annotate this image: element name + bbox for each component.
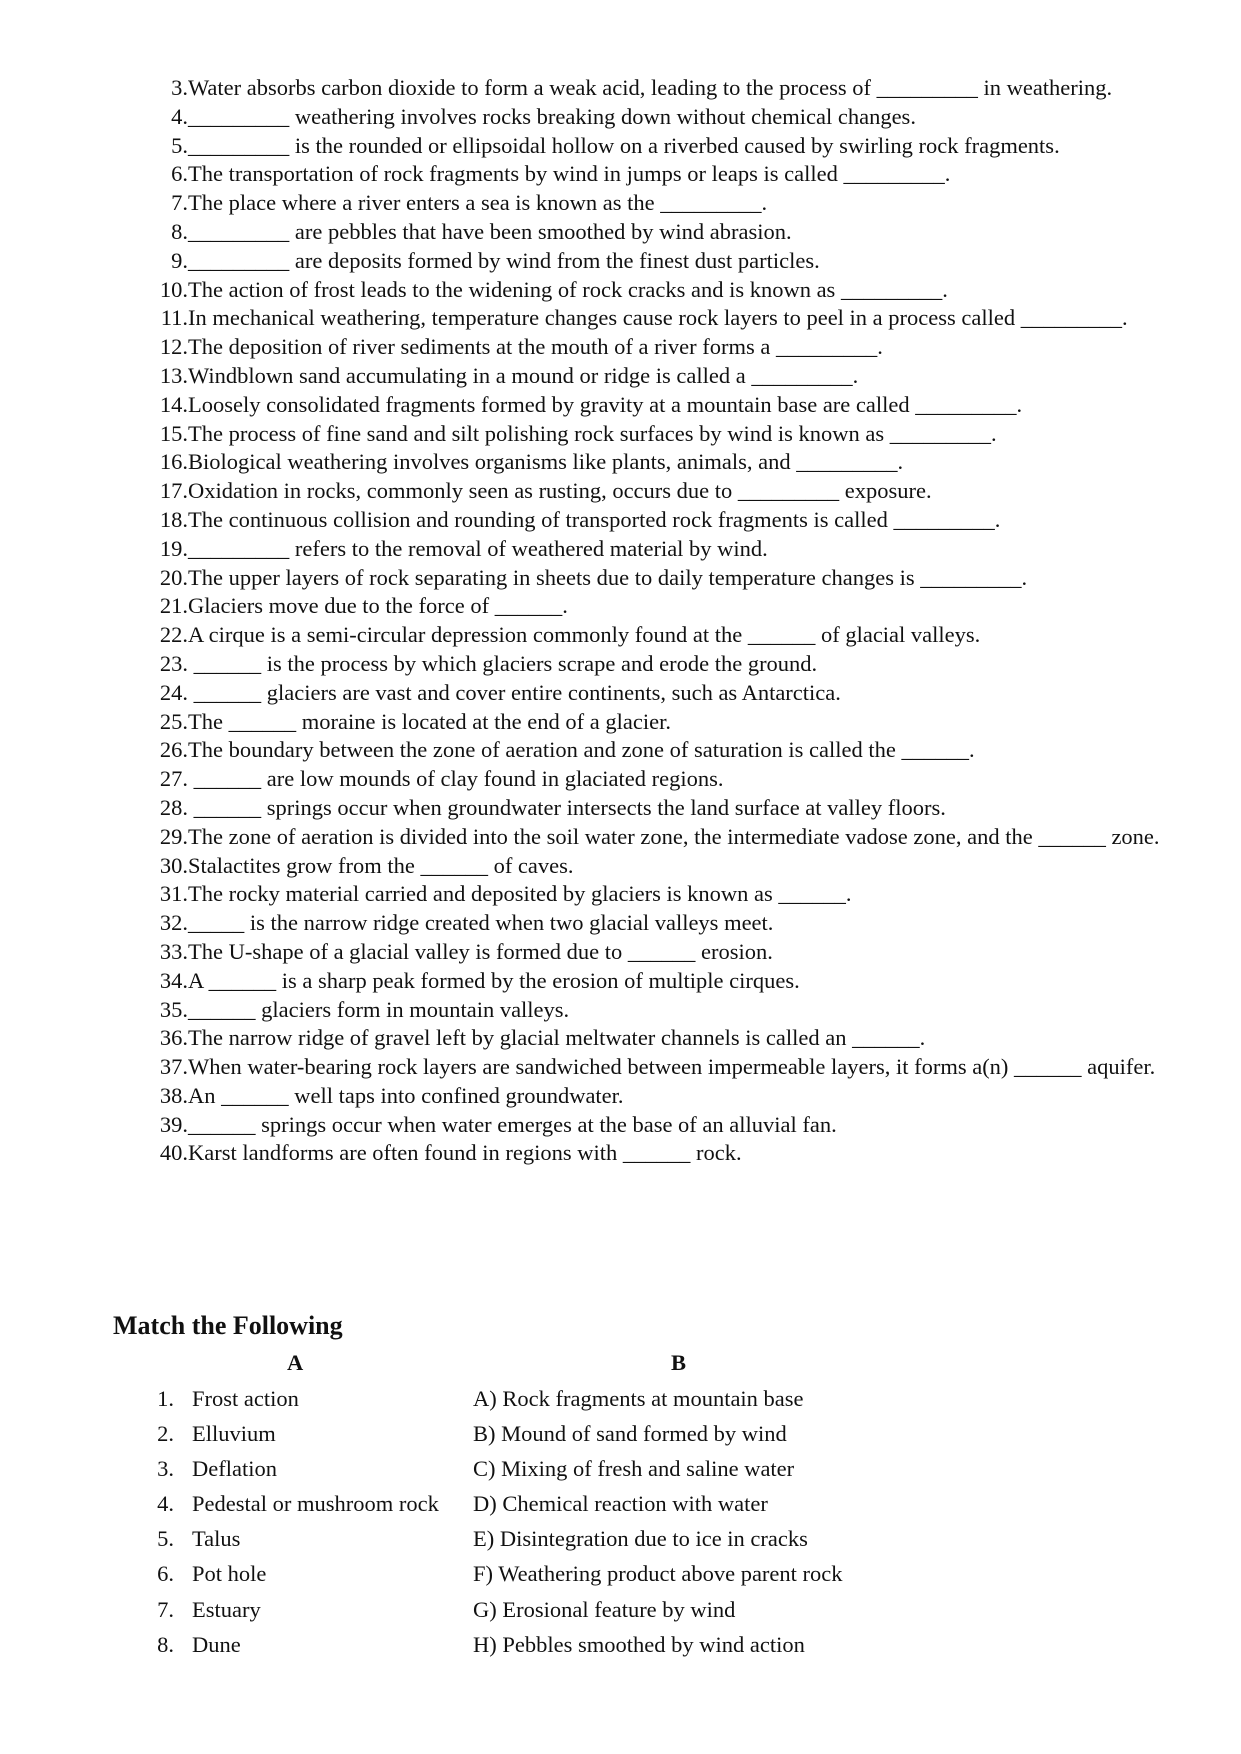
question-number: 22. xyxy=(159,622,188,648)
match-section-heading: Match the Following xyxy=(113,1311,343,1340)
question-number: 35. xyxy=(159,996,188,1022)
question-text: The zone of aeration is divided into the soil water zone, the intermediate vadose zone, and the ______ zone. xyxy=(188,823,1160,849)
question-text: _________ refers to the removal of weathered material by wind. xyxy=(188,535,768,561)
question-text: When water-bearing rock layers are sandwiched between impermeable layers, it forms a(n) ______ aquifer. xyxy=(188,1054,1156,1080)
question-item xyxy=(150,1053,1170,1082)
question-item xyxy=(150,909,1170,938)
match-definition: H) Pebbles smoothed by wind action xyxy=(473,1631,805,1657)
match-term: Deflation xyxy=(192,1456,277,1482)
question-item xyxy=(150,1139,1170,1168)
question-item xyxy=(150,794,1170,823)
question-text: The upper layers of rock separating in sheets due to daily temperature changes is _________. xyxy=(188,564,1028,590)
question-text: In mechanical weathering, temperature changes cause rock layers to peel in a process called _________. xyxy=(188,305,1128,331)
question-text: Biological weathering involves organisms like plants, animals, and _________. xyxy=(188,449,904,475)
question-item xyxy=(150,189,1170,218)
question-number: 17. xyxy=(159,478,188,504)
question-number: 9. xyxy=(171,247,188,273)
question-item xyxy=(150,333,1170,362)
question-number: 21. xyxy=(159,593,188,619)
match-definition: F) Weathering product above parent rock xyxy=(473,1561,843,1587)
question-text: The place where a river enters a sea is known as the _________. xyxy=(188,190,768,216)
question-text: Stalactites grow from the ______ of caves. xyxy=(188,852,574,878)
match-number: 8. xyxy=(157,1631,174,1657)
question-text: The continuous collision and rounding of transported rock fragments is called _________. xyxy=(188,506,1001,532)
question-text: ______ glaciers are vast and cover entire continents, such as Antarctica. xyxy=(188,679,841,705)
question-item xyxy=(150,535,1170,564)
question-text: _________ are deposits formed by wind from the finest dust particles. xyxy=(188,247,820,273)
question-number: 32. xyxy=(159,910,188,936)
question-item xyxy=(150,708,1170,737)
question-number: 13. xyxy=(159,362,188,388)
question-number: 39. xyxy=(159,1111,188,1137)
question-text: A ______ is a sharp peak formed by the erosion of multiple cirques. xyxy=(188,967,800,993)
match-number: 2. xyxy=(157,1421,174,1447)
question-number: 23. xyxy=(159,650,188,676)
question-item xyxy=(150,74,1170,103)
match-definition: C) Mixing of fresh and saline water xyxy=(473,1456,795,1482)
match-term: Pot hole xyxy=(192,1561,267,1587)
question-item xyxy=(150,996,1170,1025)
match-term: Dune xyxy=(192,1631,241,1657)
question-item xyxy=(150,938,1170,967)
column-a-header: A xyxy=(287,1350,304,1375)
question-text: _________ is the rounded or ellipsoidal hollow on a riverbed caused by swirling rock fragments. xyxy=(188,132,1060,158)
question-number: 34. xyxy=(159,967,188,993)
match-definition: A) Rock fragments at mountain base xyxy=(473,1386,804,1411)
question-item xyxy=(150,362,1170,391)
question-item xyxy=(150,621,1170,650)
match-number: 1. xyxy=(157,1386,174,1411)
match-definition: G) Erosional feature by wind xyxy=(473,1596,736,1622)
match-term: Talus xyxy=(192,1526,241,1552)
match-definition: B) Mound of sand formed by wind xyxy=(473,1421,787,1447)
question-item xyxy=(150,391,1170,420)
question-item xyxy=(150,967,1170,996)
question-text: ______ springs occur when water emerges at the base of an alluvial fan. xyxy=(188,1111,837,1137)
question-number: 38. xyxy=(159,1082,188,1108)
question-item xyxy=(150,276,1170,305)
question-item xyxy=(150,448,1170,477)
question-number: 28. xyxy=(159,794,188,820)
question-text: The action of frost leads to the widening of rock cracks and is known as _________. xyxy=(188,276,948,302)
match-definition: D) Chemical reaction with water xyxy=(473,1491,768,1517)
question-number: 11. xyxy=(160,305,188,331)
question-text: The U-shape of a glacial valley is formed due to ______ erosion. xyxy=(188,938,773,964)
question-text: Glaciers move due to the force of ______. xyxy=(188,593,568,619)
question-text: Oxidation in rocks, commonly seen as rusting, occurs due to _________ exposure. xyxy=(188,478,932,504)
match-number: 3. xyxy=(157,1456,174,1482)
question-text: Loosely consolidated fragments formed by gravity at a mountain base are called _________. xyxy=(188,391,1023,417)
question-number: 19. xyxy=(159,535,188,561)
question-text: Karst landforms are often found in regions with ______ rock. xyxy=(188,1140,742,1166)
question-number: 25. xyxy=(159,708,188,734)
question-item xyxy=(150,420,1170,449)
question-number: 14. xyxy=(159,391,188,417)
column-b-header: B xyxy=(671,1350,687,1375)
question-number: 31. xyxy=(159,881,188,907)
question-item xyxy=(150,592,1170,621)
match-number: 4. xyxy=(157,1491,174,1517)
question-item xyxy=(150,650,1170,679)
question-number: 24. xyxy=(159,679,188,705)
question-item xyxy=(150,679,1170,708)
question-text: Water absorbs carbon dioxide to form a weak acid, leading to the process of _________ in weathering. xyxy=(188,75,1113,100)
question-number: 26. xyxy=(159,737,188,763)
question-item xyxy=(150,218,1170,247)
match-number: 7. xyxy=(157,1596,174,1622)
question-text: The ______ moraine is located at the end of a glacier. xyxy=(188,708,671,734)
question-text: The deposition of river sediments at the mouth of a river forms a _________. xyxy=(188,334,883,360)
question-text: _________ are pebbles that have been smoothed by wind abrasion. xyxy=(188,218,792,244)
match-term: Estuary xyxy=(192,1596,261,1622)
question-number: 33. xyxy=(159,938,188,964)
question-number: 8. xyxy=(171,218,188,244)
match-number: 5. xyxy=(157,1526,174,1552)
match-term: Elluvium xyxy=(192,1421,276,1447)
question-number: 7. xyxy=(171,190,188,216)
question-number: 40. xyxy=(159,1140,188,1166)
question-number: 27. xyxy=(159,766,188,792)
question-text: ______ are low mounds of clay found in glaciated regions. xyxy=(188,766,724,792)
question-text: The process of fine sand and silt polishing rock surfaces by wind is known as _________. xyxy=(188,420,997,446)
question-number: 3. xyxy=(171,75,188,100)
question-text: _________ weathering involves rocks breaking down without chemical changes. xyxy=(188,103,916,129)
question-number: 36. xyxy=(159,1025,188,1051)
question-item xyxy=(150,1082,1170,1111)
question-number: 15. xyxy=(159,420,188,446)
question-number: 5. xyxy=(171,132,188,158)
question-item xyxy=(150,1111,1170,1140)
question-number: 10. xyxy=(159,276,188,302)
fill-in-the-blank-list xyxy=(150,74,1170,1168)
question-text: A cirque is a semi-circular depression commonly found at the ______ of glacial valleys. xyxy=(188,622,981,648)
match-definition: E) Disintegration due to ice in cracks xyxy=(473,1526,808,1552)
question-item xyxy=(150,160,1170,189)
question-text: The transportation of rock fragments by wind in jumps or leaps is called _________. xyxy=(188,161,951,187)
question-number: 4. xyxy=(171,103,188,129)
match-term: Frost action xyxy=(192,1386,299,1411)
question-number: 18. xyxy=(159,506,188,532)
question-text: ______ glaciers form in mountain valleys. xyxy=(188,996,570,1022)
question-number: 6. xyxy=(171,161,188,187)
question-text: The narrow ridge of gravel left by glacial meltwater channels is called an ______. xyxy=(188,1025,926,1051)
question-text: An ______ well taps into confined groundwater. xyxy=(188,1082,624,1108)
question-item xyxy=(150,506,1170,535)
question-item xyxy=(150,132,1170,161)
question-number: 29. xyxy=(159,823,188,849)
question-item xyxy=(150,765,1170,794)
question-text: ______ springs occur when groundwater intersects the land surface at valley floors. xyxy=(188,794,946,820)
question-number: 20. xyxy=(159,564,188,590)
question-item xyxy=(150,564,1170,593)
match-number: 6. xyxy=(157,1561,174,1587)
question-text: _____ is the narrow ridge created when two glacial valleys meet. xyxy=(188,910,774,936)
question-number: 37. xyxy=(159,1054,188,1080)
question-text: The boundary between the zone of aeration and zone of saturation is called the ______. xyxy=(188,737,975,763)
question-item xyxy=(150,477,1170,506)
question-item xyxy=(150,880,1170,909)
question-item xyxy=(150,247,1170,276)
question-item xyxy=(150,304,1170,333)
question-item xyxy=(150,103,1170,132)
question-text: The rocky material carried and deposited by glaciers is known as ______. xyxy=(188,881,852,907)
question-number: 30. xyxy=(159,852,188,878)
question-item xyxy=(150,736,1170,765)
question-number: 16. xyxy=(159,449,188,475)
question-item xyxy=(150,823,1170,852)
question-item xyxy=(150,852,1170,881)
question-text: ______ is the process by which glaciers scrape and erode the ground. xyxy=(188,650,818,676)
question-item xyxy=(150,1024,1170,1053)
match-term: Pedestal or mushroom rock xyxy=(192,1491,439,1517)
question-text: Windblown sand accumulating in a mound or ridge is called a _________. xyxy=(188,362,859,388)
question-number: 12. xyxy=(159,334,188,360)
